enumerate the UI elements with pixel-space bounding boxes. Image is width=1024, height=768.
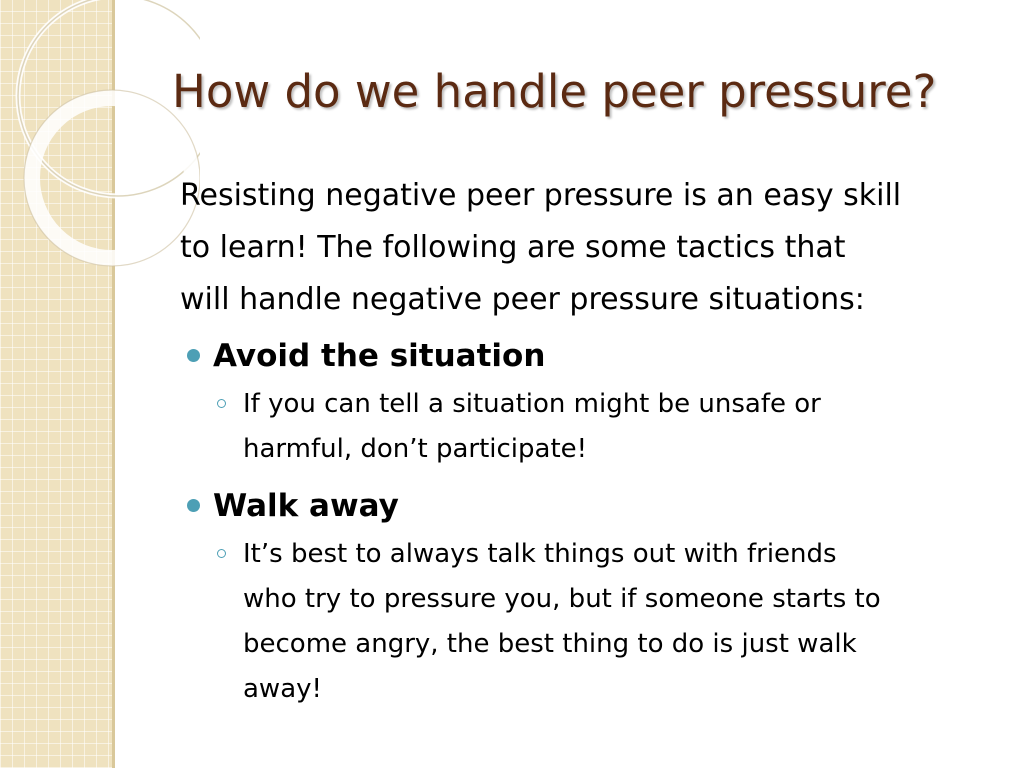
bullet-avoid-situation: [180, 332, 1000, 380]
intro-line: Resisting negative peer pressure is an easy skill: [180, 178, 902, 213]
intro-line: to learn! The following are some tactics that: [180, 230, 846, 265]
bullet-label: Walk away: [213, 488, 399, 524]
subbullet-line: It’s best to always talk things out with friends: [243, 539, 837, 569]
subbullet-ring-icon: [217, 549, 226, 558]
bullet-dot-icon: [187, 499, 200, 512]
slide-body: [180, 170, 1000, 722]
subbullet-line: become angry, the best thing to do is just walk: [243, 629, 857, 659]
bullet-dot-icon: [187, 349, 200, 362]
subbullet-ring-icon: [217, 399, 226, 408]
bullet-walk-away: [180, 482, 1000, 530]
subbullet-line: who try to pressure you, but if someone starts to: [243, 584, 881, 614]
intro-paragraph: [180, 170, 1000, 326]
slide-title: How do we handle peer pressure?: [172, 65, 937, 118]
decorative-circles-graphic: [0, 0, 200, 280]
subbullet-line: harmful, don’t participate!: [243, 434, 588, 464]
subbullet-line: If you can tell a situation might be unsafe or: [243, 389, 821, 419]
intro-line: will handle negative peer pressure situations:: [180, 282, 865, 317]
bullet-label: Avoid the situation: [213, 338, 546, 374]
subbullet-avoid-situation: [180, 382, 1000, 472]
subbullet-line: away!: [243, 674, 322, 704]
subbullet-walk-away: [180, 532, 1000, 712]
